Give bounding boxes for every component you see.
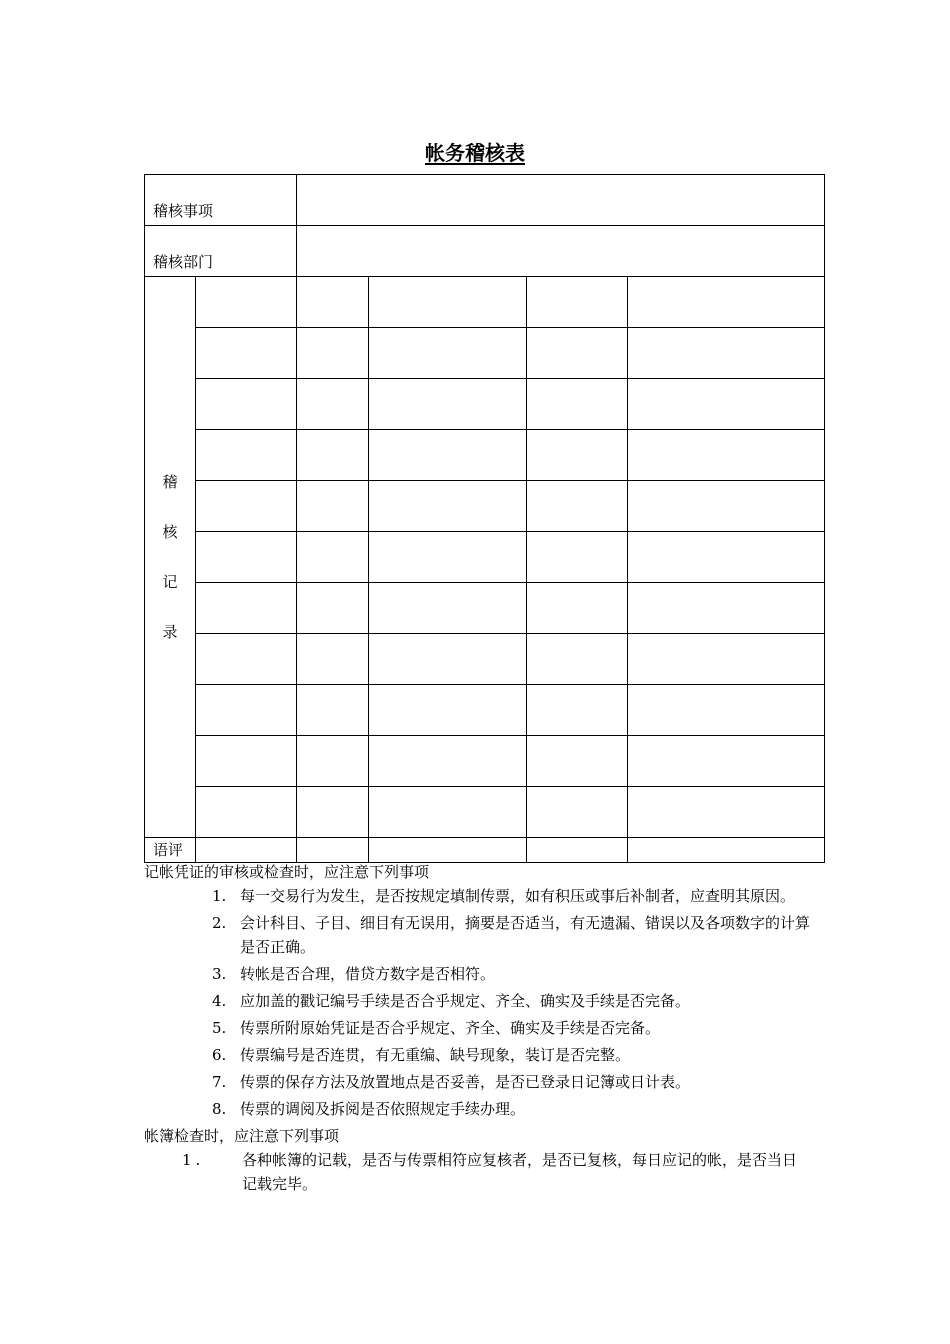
record-cell[interactable] (196, 736, 297, 787)
ledger-heading: 帐簿检查时，应注意下列事项 (144, 1127, 340, 1145)
list-item: 5. 传票所附原始凭证是否合乎规定、齐全、确实及手续是否完备。 (212, 1019, 661, 1037)
record-char: 核 (162, 522, 178, 541)
record-cell[interactable] (628, 481, 825, 532)
list-item: 4. 应加盖的戳记编号手续是否合乎规定、齐全、确实及手续是否完备。 (212, 992, 691, 1010)
ledger-list (144, 1148, 834, 1196)
voucher-heading: 记帐凭证的审核或检查时，应注意下列事项 (144, 863, 430, 881)
record-char: 稽 (162, 472, 178, 491)
record-cell[interactable] (297, 787, 369, 838)
comment-cell[interactable] (297, 838, 369, 863)
table-row (145, 685, 825, 736)
record-cell[interactable] (628, 328, 825, 379)
record-cell[interactable] (369, 481, 527, 532)
record-cell[interactable] (628, 379, 825, 430)
list-item: 7. 传票的保存方法及放置地点是否妥善，是否已登录日记簿或日计表。 (212, 1073, 691, 1091)
record-cell[interactable] (369, 787, 527, 838)
record-char: 录 (162, 622, 178, 641)
record-cell[interactable] (527, 583, 628, 634)
table-row (145, 787, 825, 838)
record-cell[interactable] (369, 379, 527, 430)
record-cell[interactable] (527, 736, 628, 787)
audit-table (144, 174, 825, 863)
record-cell[interactable] (297, 532, 369, 583)
record-cell[interactable] (297, 277, 369, 328)
notes-section (144, 860, 834, 1199)
record-cell[interactable] (628, 583, 825, 634)
list-item: 6. 传票编号是否连贯，有无重编、缺号现象，装订是否完整。 (212, 1046, 631, 1064)
comment-label: 语评 (145, 838, 196, 863)
record-cell[interactable] (196, 328, 297, 379)
record-cell[interactable] (297, 379, 369, 430)
table-row (145, 481, 825, 532)
record-cell[interactable] (628, 430, 825, 481)
table-row (145, 328, 825, 379)
record-cell[interactable] (527, 277, 628, 328)
record-cell[interactable] (527, 481, 628, 532)
comment-cell[interactable] (369, 838, 527, 863)
table-row (145, 532, 825, 583)
table-row (145, 634, 825, 685)
table-row (145, 736, 825, 787)
list-item: 1. 每一交易行为发生，是否按规定填制传票，如有积压或事后补制者，应查明其原因。 (212, 887, 796, 905)
record-cell[interactable] (628, 685, 825, 736)
record-cell[interactable] (196, 685, 297, 736)
list-item: 2. 会计科目、子目、细目有无误用，摘要是否适当，有无遗漏、错误以及各项数字的计算是否正确。 (212, 914, 811, 956)
record-cell[interactable] (196, 379, 297, 430)
record-cell[interactable] (527, 379, 628, 430)
record-cell[interactable] (196, 277, 297, 328)
record-cell[interactable] (297, 634, 369, 685)
record-cell[interactable] (196, 481, 297, 532)
record-cell[interactable] (196, 787, 297, 838)
record-cell[interactable] (369, 736, 527, 787)
audit-dept-cell[interactable] (297, 226, 825, 277)
list-item: 3. 转帐是否合理，借贷方数字是否相符。 (212, 965, 496, 983)
record-cell[interactable] (628, 532, 825, 583)
form-title: 帐务稽核表 (425, 141, 525, 165)
record-char: 记 (162, 572, 178, 591)
record-cell[interactable] (297, 328, 369, 379)
record-cell[interactable] (196, 430, 297, 481)
record-cell[interactable] (369, 430, 527, 481)
record-cell[interactable] (628, 634, 825, 685)
record-cell[interactable] (369, 583, 527, 634)
record-cell[interactable] (527, 634, 628, 685)
table-row (145, 379, 825, 430)
voucher-list (144, 884, 834, 1121)
comment-cell[interactable] (196, 838, 297, 863)
audit-item-cell[interactable] (297, 175, 825, 226)
record-cell[interactable] (196, 583, 297, 634)
record-cell[interactable] (527, 532, 628, 583)
list-item: 8. 传票的调阅及拆阅是否依照规定手续办理。 (212, 1100, 526, 1118)
table-row (145, 583, 825, 634)
record-cell[interactable] (297, 430, 369, 481)
comment-cell[interactable] (628, 838, 825, 863)
record-cell[interactable] (369, 277, 527, 328)
record-cell[interactable] (628, 787, 825, 838)
audit-record-label (145, 277, 196, 838)
record-cell[interactable] (527, 787, 628, 838)
record-cell[interactable] (297, 685, 369, 736)
record-cell[interactable] (628, 277, 825, 328)
record-cell[interactable] (527, 685, 628, 736)
record-cell[interactable] (196, 532, 297, 583)
record-cell[interactable] (369, 634, 527, 685)
record-cell[interactable] (297, 736, 369, 787)
audit-item-label: 稽核事项 (145, 175, 297, 226)
record-cell[interactable] (196, 634, 297, 685)
record-cell[interactable] (297, 583, 369, 634)
record-cell[interactable] (369, 685, 527, 736)
record-cell[interactable] (628, 736, 825, 787)
audit-dept-label: 稽核部门 (145, 226, 297, 277)
list-item: 1. 各种帐簿的记载，是否与传票相符应复核者，是否已复核，每日应记的帐，是否当日记载完毕。 (182, 1151, 798, 1193)
record-cell[interactable] (527, 430, 628, 481)
record-cell[interactable] (527, 328, 628, 379)
record-cell[interactable] (297, 481, 369, 532)
table-row (145, 430, 825, 481)
record-cell[interactable] (369, 328, 527, 379)
record-cell[interactable] (369, 532, 527, 583)
comment-cell[interactable] (527, 838, 628, 863)
